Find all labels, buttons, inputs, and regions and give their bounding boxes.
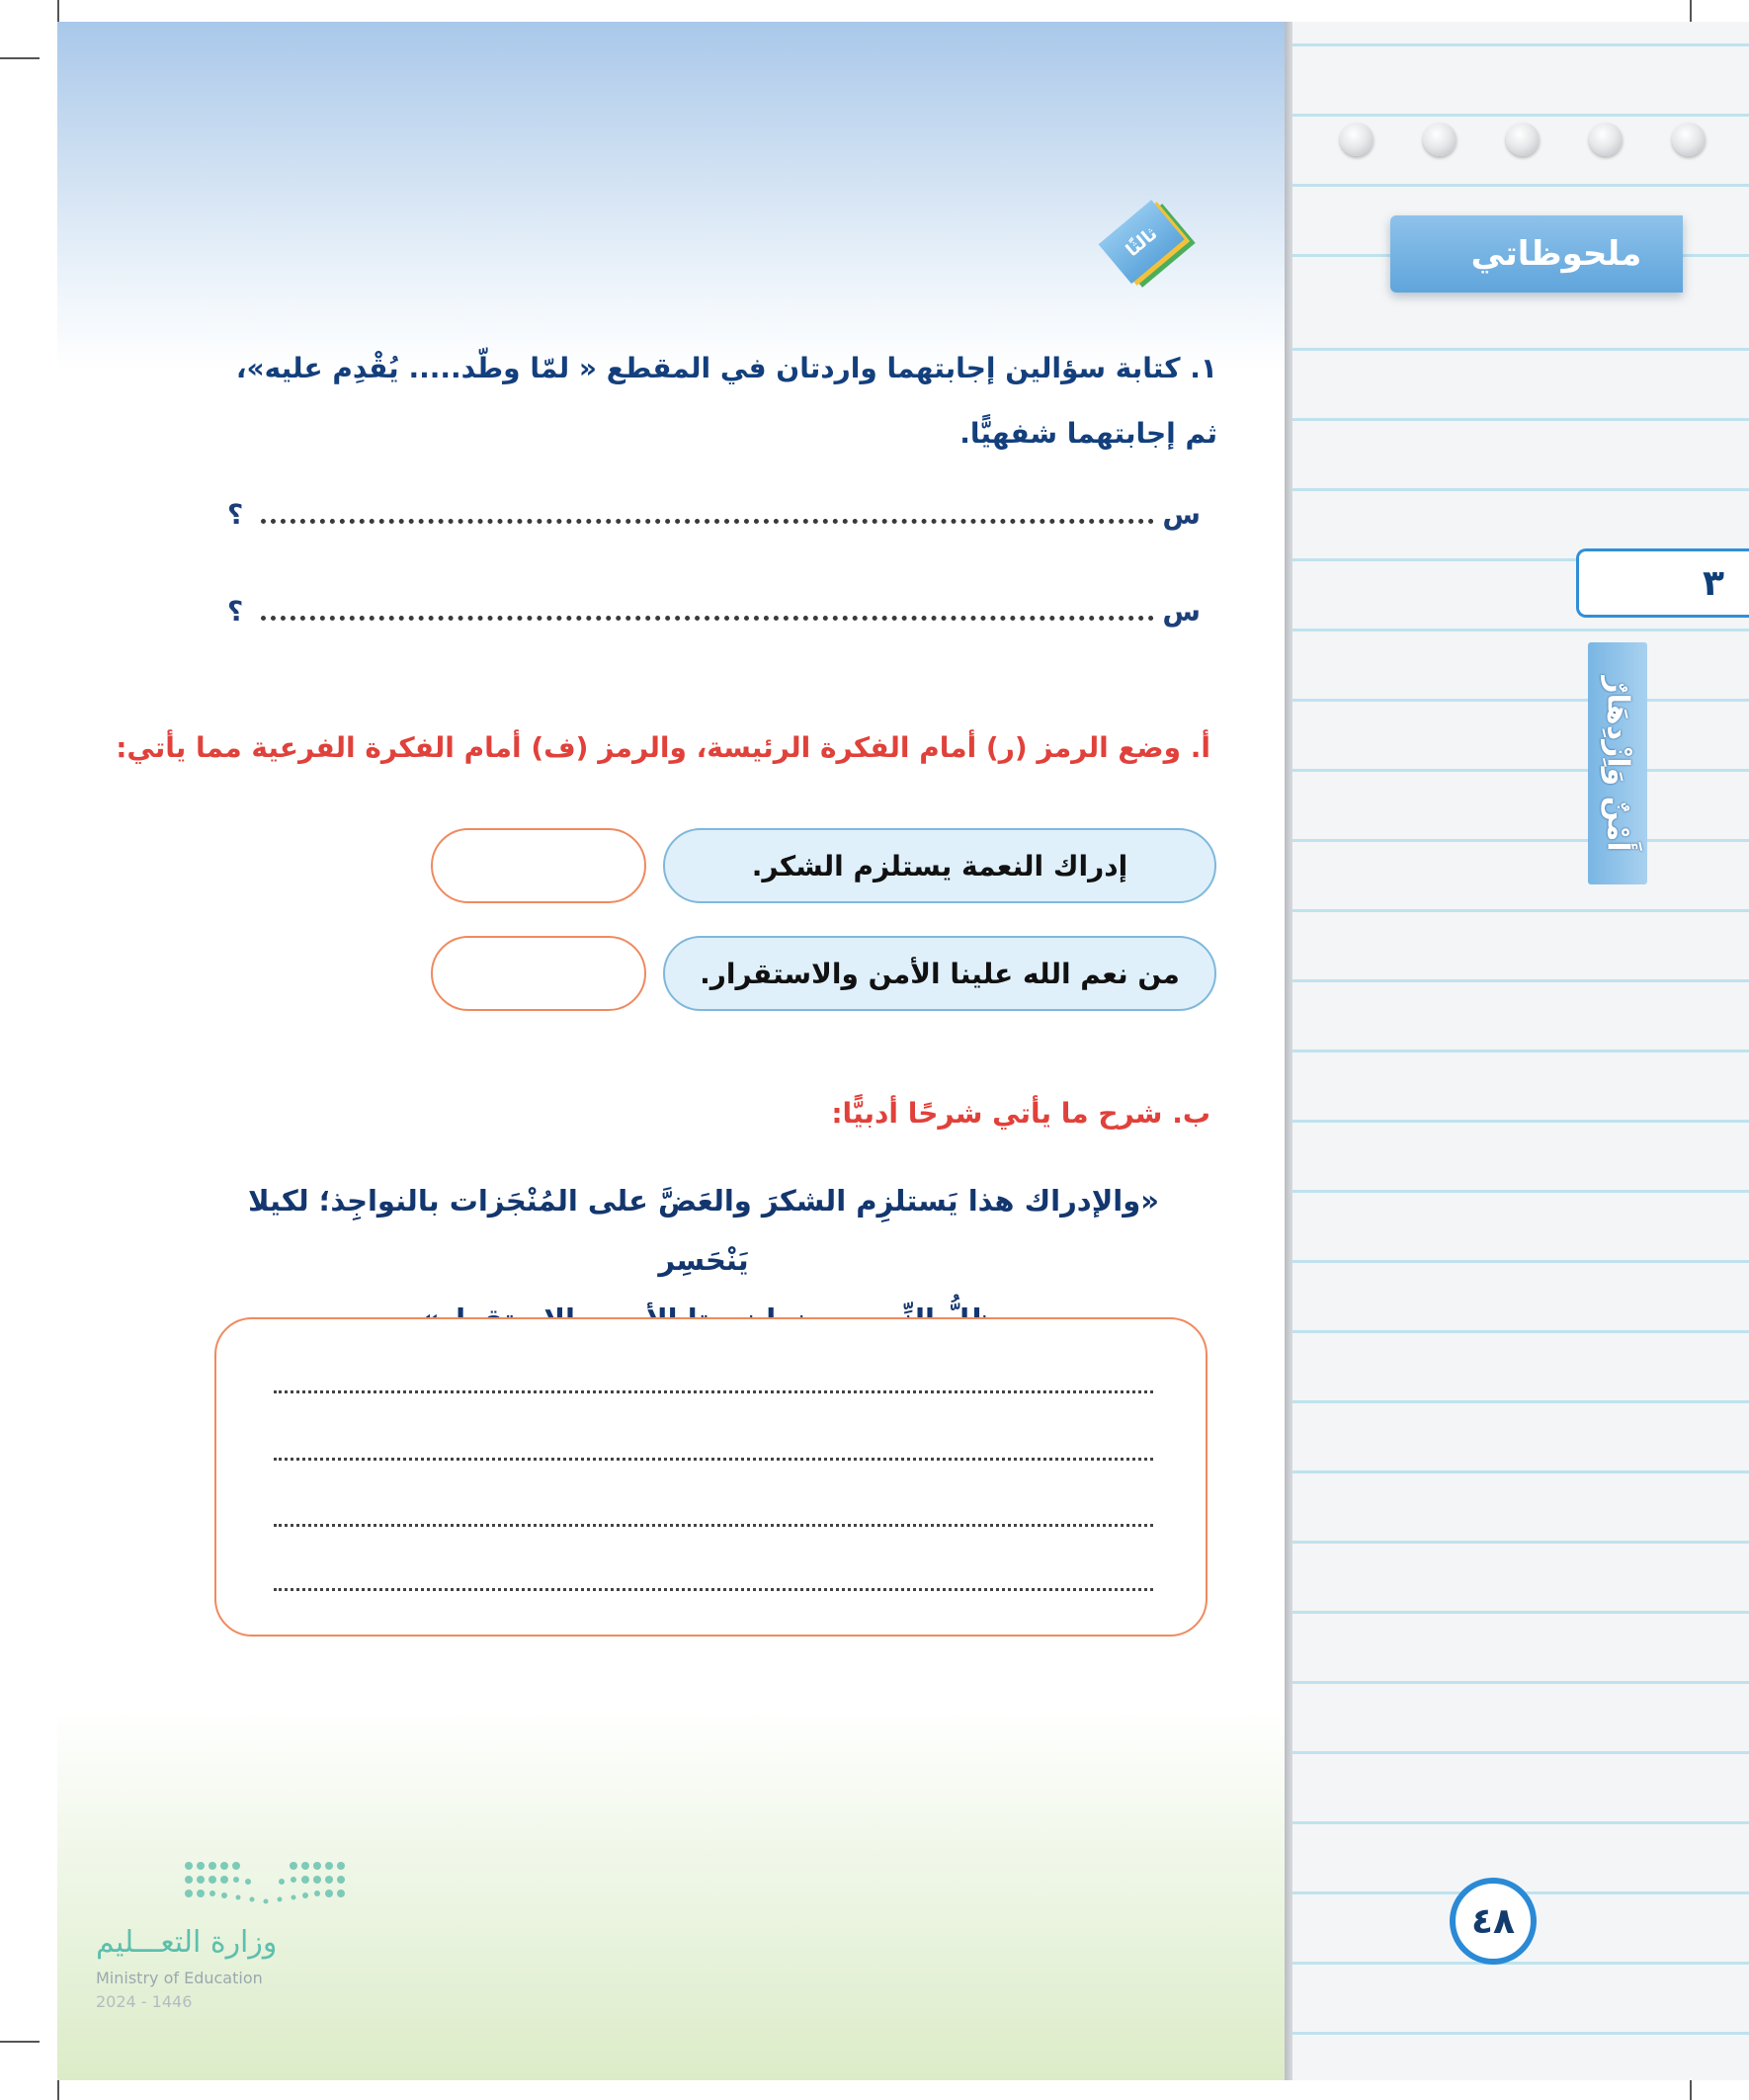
dotted-answer-line[interactable]: [274, 1386, 1153, 1393]
unit-number-box: [1576, 548, 1749, 618]
question-mark: ؟: [227, 497, 244, 531]
textbook-page: [57, 22, 1288, 2080]
binder-ring: [1672, 123, 1706, 156]
binder-ring: [1340, 123, 1374, 156]
idea-main: [663, 828, 1216, 903]
unit-title-ribbon: [1588, 642, 1647, 884]
idea-text: إدراك النعمة يستلزم الشكر.: [751, 849, 1128, 882]
binder-ring: [1506, 123, 1540, 156]
symbol-answer-box[interactable]: [431, 828, 646, 903]
dotted-answer-line[interactable]: [274, 1454, 1153, 1461]
idea-text: من نعم الله علينا الأمن والاستقرار.: [700, 957, 1180, 990]
ministry-dots-icon: [183, 1858, 351, 1909]
explanation-answer-box[interactable]: [214, 1317, 1208, 1637]
dotted-answer-line[interactable]: [261, 602, 1154, 621]
notes-title: ملحوظاتي: [1470, 234, 1642, 274]
notes-notebook: [1292, 22, 1749, 2080]
dotted-answer-line[interactable]: [261, 505, 1154, 524]
question-mark: ؟: [227, 594, 244, 628]
idea-sub: [663, 936, 1216, 1011]
dotted-answer-line[interactable]: [274, 1520, 1153, 1527]
question-1-text: ١. كتابة سؤالين إجابتهما واردتان في المقطع « لمّا وطّد..... يُقْدِم عليه»، ثم إجابتهما شفهيًّا.: [235, 352, 1217, 450]
ministry-year: 2024 - 1446: [96, 1992, 193, 2011]
quote-line: «والإدراك هذا يَستلزِم الشكرَ والعَضَّ على المُنْجَزات بالنواجِذ؛ لكيلا يَنْحَسِر: [248, 1184, 1159, 1277]
question-b-heading: ب. شرح ما يأتي شرحًا أدبيًّا:: [831, 1097, 1210, 1130]
badge-label: ثالثًا: [1099, 200, 1185, 284]
page-number-text: ٤٨: [1471, 1900, 1515, 1942]
question-line-2[interactable]: [227, 591, 1201, 630]
ministry-name-ar: وزارة التعـــليم: [96, 1925, 278, 1960]
dotted-answer-line[interactable]: [274, 1584, 1153, 1591]
question-prefix: س: [1162, 594, 1201, 628]
notes-title-tab: [1390, 215, 1683, 293]
unit-title: أَمْنٌ وَاِزْدِهَارٌ: [1600, 675, 1635, 852]
crop-mark: [0, 57, 40, 59]
symbol-answer-box[interactable]: [431, 936, 646, 1011]
question-line-1[interactable]: [227, 494, 1201, 534]
unit-number: ٣: [1703, 562, 1724, 604]
question-prefix: س: [1162, 497, 1201, 531]
binder-ring: [1589, 123, 1623, 156]
page-number: [1450, 1878, 1537, 1965]
binder-ring: [1423, 123, 1457, 156]
question-a-heading: أ. وضع الرمز (ر) أمام الفكرة الرئيسة، والرمز (ف) أمام الفكرة الفرعية مما يأتي:: [116, 731, 1210, 764]
ministry-name-en: Ministry of Education: [96, 1969, 263, 1987]
crop-mark: [0, 2041, 40, 2043]
